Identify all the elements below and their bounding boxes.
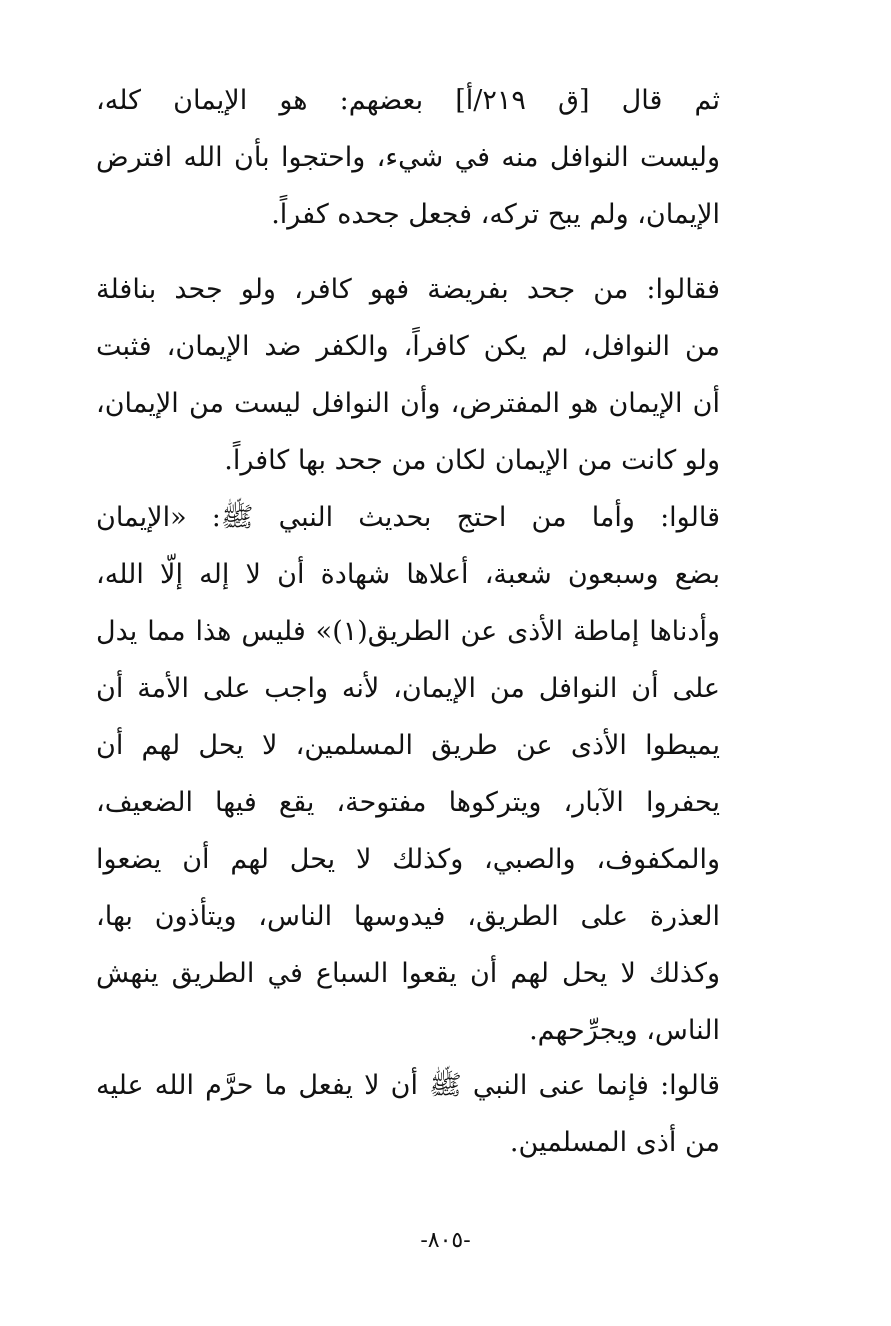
text-line: يميطوا الأذى عن طريق المسلمين، لا يحل لهم أن	[96, 730, 720, 761]
text-line: الناس، ويجرِّحهم.	[529, 1015, 720, 1046]
text-line: الإيمان، ولم يبح تركه، فجعل جحده كفراً.	[271, 199, 720, 230]
text-line: فقالوا: من جحد بفريضة فهو كافر، ولو جحد بنافلة	[96, 274, 720, 305]
paragraph-1	[96, 72, 720, 243]
text-line: على أن النوافل من الإيمان، لأنه واجب على الأمة أن	[96, 673, 720, 704]
paragraph-4	[96, 1057, 720, 1171]
text-line: بضع وسبعون شعبة، أعلاها شهادة أن لا إله إلّا الله،	[96, 559, 720, 590]
text-line: قالوا: فإنما عنى النبي ﷺ أن لا يفعل ما حرَّم الله عليه	[96, 1070, 720, 1101]
text-line: وأدناها إماطة الأذى عن الطريق(١)» فليس هذا مما يدل	[96, 616, 720, 647]
page-number: -٨٠٥-	[420, 1228, 471, 1253]
text-line: قالوا: وأما من احتج بحديث النبي ﷺ: «الإيمان	[96, 502, 720, 533]
text-line: من أذى المسلمين.	[509, 1127, 720, 1158]
text-line: أن الإيمان هو المفترض، وأن النوافل ليست من الإيمان،	[96, 388, 720, 419]
text-line: وكذلك لا يحل لهم أن يقعوا السباع في الطريق ينهش	[96, 958, 720, 989]
paragraph-2	[96, 261, 720, 489]
text-line: يحفروا الآبار، ويتركوها مفتوحة، يقع فيها الضعيف،	[96, 787, 720, 818]
text-line: وليست النوافل منه في شيء، واحتجوا بأن الله افترض	[96, 142, 720, 173]
text-line: العذرة على الطريق، فيدوسها الناس، ويتأذون بها،	[96, 901, 720, 932]
text-line: من النوافل، لم يكن كافراً، والكفر ضد الإيمان، فثبت	[96, 331, 720, 362]
text-line: والمكفوف، والصبي، وكذلك لا يحل لهم أن يضعوا	[96, 844, 720, 875]
paragraph-3	[96, 489, 720, 1059]
text-line: ولو كانت من الإيمان لكان من جحد بها كافراً.	[224, 445, 720, 476]
text-line: ثم قال [ق ٢١٩/أ] بعضهم: هو الإيمان كله،	[96, 85, 720, 116]
